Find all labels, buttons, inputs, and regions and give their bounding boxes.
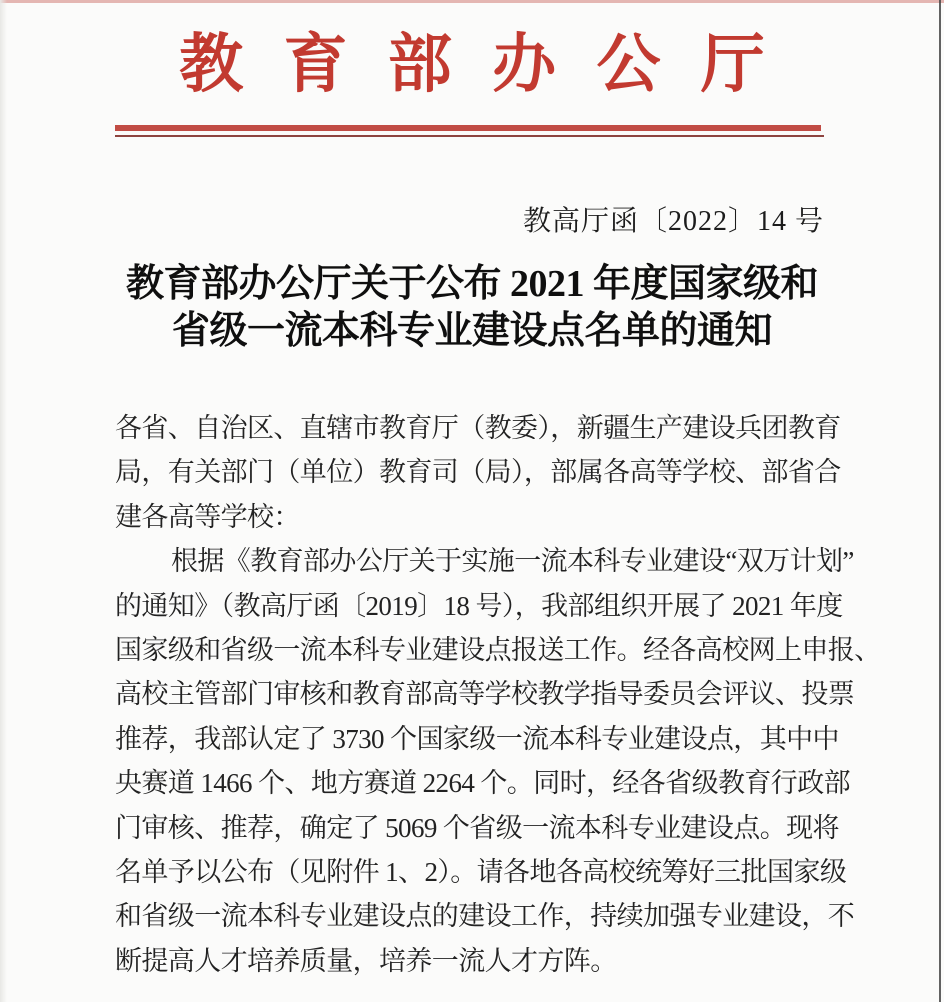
letterhead-rule-thick [115,125,821,131]
body-text-line: 推荐，我部认定了 3730 个国家级一流本科专业建设点，其中中 [115,723,839,754]
letterhead-rule-thin [115,135,824,137]
salutation-line: 建各高等学校： [115,501,300,532]
body-text-line: 和省级一流本科专业建设点的建设工作，持续加强专业建设，不 [115,901,855,932]
body-text-line: 的通知》（教高厅函〔2019〕18 号），我部组织开展了 2021 年度 [115,590,843,621]
body-text-line: 国家级和省级一流本科专业建设点报送工作。经各高校网上申报、 [115,634,881,665]
document-reference-number: 教高厅函〔2022〕14 号 [522,206,824,237]
body-text-line: 门审核、推荐，确定了 5069 个省级一流本科专业建设点。现将 [115,812,839,843]
document-title-line-1: 教育部办公厅关于公布 2021 年度国家级和 [125,263,818,305]
top-edge-red-line [0,0,944,3]
agency-letterhead: 教育部办公厅 [179,29,806,100]
body-text-line: 高校主管部门审核和教育部高等学校教学指导委员会评议、投票 [115,679,855,710]
body-text-line: 央赛道 1466 个、地方赛道 2264 个。同时，经各省级教育行政部 [115,768,850,799]
page-left-edge-shadow [0,0,7,1002]
document-title-line-2: 省级一流本科专业建设点名单的通知 [171,310,772,352]
salutation-line: 局，有关部门（单位）教育司（局），部属各高等学校、部省合 [115,457,841,488]
salutation-line: 各省、自治区、直辖市教育厅（教委），新疆生产建设兵团教育 [115,413,841,443]
body-text-line: 断提高人才培养质量，培养一流人才方阵。 [115,945,617,976]
document-body [115,406,881,983]
body-text-line: 名单予以公布（见附件 1、2）。请各地各高校统筹好三批国家级 [115,856,847,887]
document-title [0,261,944,355]
page-right-edge-line [939,0,941,1002]
body-text-line: 根据《教育部办公厅关于实施一流本科专业建设“双万计划” [171,546,854,577]
